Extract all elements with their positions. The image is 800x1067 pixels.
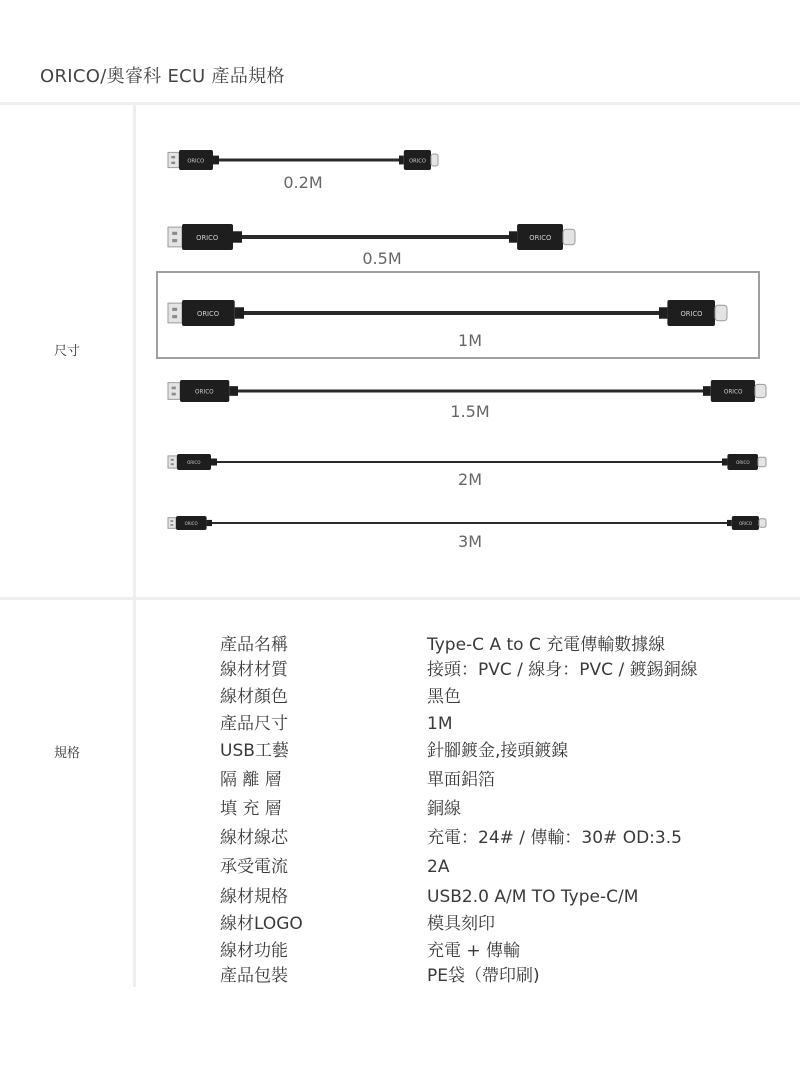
cable-1M	[168, 300, 727, 326]
type-c-plug-icon	[431, 154, 438, 166]
usb-a-plug-icon	[168, 303, 182, 323]
brand-mark: ORICO	[529, 234, 552, 243]
brand-mark: ORICO	[680, 310, 703, 319]
spec-value-wire-core: 充電：24# / 傳輸：30# OD:3.5	[427, 828, 682, 848]
cable-0.2M	[168, 150, 438, 170]
usb-a-plug-icon	[168, 152, 179, 167]
type-c-plug-icon	[715, 305, 727, 321]
type-c-plug-icon	[758, 457, 766, 467]
type-c-plug-icon	[759, 519, 766, 527]
spec-name-size: 產品尺寸	[220, 714, 288, 734]
type-c-plug-icon	[755, 384, 766, 397]
spec-value-packaging: PE袋（帶印刷)	[427, 966, 540, 986]
usb-a-plug-icon	[168, 383, 180, 400]
spec-name-logo: 線材LOGO	[220, 914, 303, 934]
spec-value-current: 2A	[427, 857, 450, 877]
cable-length-label: 1.5M	[450, 402, 490, 421]
brand-mark: ORICO	[196, 234, 219, 243]
spec-value-logo: 模具刻印	[427, 914, 495, 934]
brand-mark: ORICO	[184, 521, 198, 526]
spec-name-cable-spec: 線材規格	[220, 887, 288, 907]
cable-length-label: 3M	[458, 532, 482, 551]
cable-length-label: 0.5M	[362, 249, 402, 268]
usb-a-plug-icon	[168, 227, 182, 247]
spec-name-filling-layer: 填 充 層	[220, 799, 282, 819]
brand-mark: ORICO	[195, 389, 214, 396]
spec-value-color: 黑色	[427, 687, 461, 707]
brand-mark: ORICO	[723, 389, 743, 396]
cable-length-label: 1M	[458, 331, 482, 350]
cable-length-label: 2M	[458, 470, 482, 489]
usb-a-plug-icon	[168, 456, 177, 468]
cable-1.5M	[168, 380, 766, 402]
spec-column-divider	[133, 600, 136, 987]
spec-value-cable-spec: USB2.0 A/M TO Type-C/M	[427, 887, 639, 907]
brand-mark: ORICO	[736, 460, 750, 465]
spec-name-usb-process: USB工藝	[220, 741, 289, 761]
spec-name-wire-core: 線材線芯	[220, 828, 288, 848]
brand-mark: ORICO	[197, 310, 220, 319]
spec-value-usb-process: 針腳鍍金,接頭鍍鎳	[427, 741, 569, 761]
spec-name-function: 線材功能	[220, 941, 288, 961]
spec-value-material: 接頭：PVC / 線身：PVC / 鍍錫銅線	[427, 660, 698, 680]
cable-2M	[168, 454, 766, 470]
spec-name-product-name: 產品名稱	[220, 635, 288, 655]
cable-3M	[168, 516, 766, 530]
spec-section-label: 規格	[54, 746, 81, 761]
spec-value-function: 充電 + 傳輸	[427, 941, 521, 961]
spec-name-material: 線材材質	[220, 660, 288, 680]
brand-mark: ORICO	[739, 521, 753, 526]
usb-a-plug-icon	[168, 518, 176, 529]
brand-mark: ORICO	[409, 158, 427, 165]
brand-mark: ORICO	[187, 460, 201, 465]
spec-name-isolation-layer: 隔 離 層	[220, 770, 282, 790]
spec-name-color: 線材顏色	[220, 687, 288, 707]
size-section-label: 尺寸	[54, 344, 81, 359]
cable-0.5M	[168, 224, 575, 250]
spec-value-filling-layer: 銅線	[427, 799, 461, 819]
spec-value-isolation-layer: 單面鋁箔	[427, 770, 495, 790]
spec-value-size: 1M	[427, 714, 453, 734]
spec-name-packaging: 產品包裝	[220, 966, 288, 986]
cable-length-label: 0.2M	[283, 173, 323, 192]
spec-value-product-name: Type-C A to C 充電傳輸數據線	[427, 635, 666, 655]
page-title: ORICO/奧睿科 ECU 產品規格	[40, 66, 285, 87]
spec-name-current: 承受電流	[220, 857, 288, 877]
type-c-plug-icon	[563, 229, 575, 245]
brand-mark: ORICO	[187, 158, 205, 165]
